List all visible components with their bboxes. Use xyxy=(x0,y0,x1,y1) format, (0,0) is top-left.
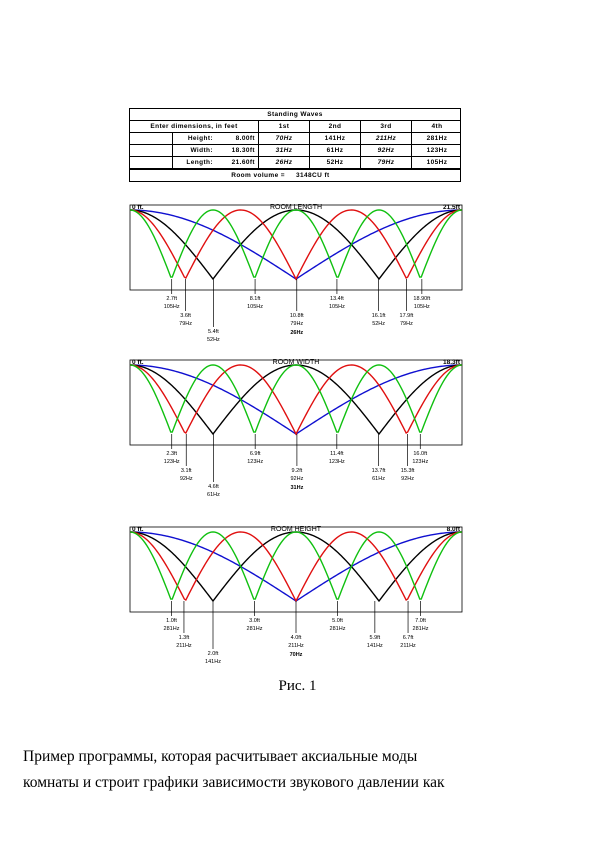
node-frequency-label: 92Hz xyxy=(401,476,414,482)
row-label: Height: xyxy=(172,133,216,144)
chart-title: ROOM HEIGHT xyxy=(270,526,322,533)
node-distance-label: 15.3ft xyxy=(400,468,415,474)
node-distance-label: 5.4ft xyxy=(208,329,219,335)
node-frequency-label: 79Hz xyxy=(290,321,304,327)
node-distance-label: 17.9ft xyxy=(399,313,414,319)
node-frequency-label: 61Hz xyxy=(372,476,385,482)
freq-cell: 26Hz xyxy=(258,157,309,168)
table-title: Standing Waves xyxy=(267,111,323,118)
node-frequency-label: 281Hz xyxy=(163,626,180,632)
harmonic-header: 3rd xyxy=(360,121,411,132)
left-axis-label: 0 ft. xyxy=(132,526,144,533)
node-distance-label: 10.8ft xyxy=(289,313,304,319)
dimension-value: 18.30ft xyxy=(231,147,255,154)
node-distance-label: 8.1ft xyxy=(249,296,261,302)
node-distance-label: 2.3ft xyxy=(166,451,178,457)
node-frequency-label: 79Hz xyxy=(179,321,193,327)
standing-waves-table xyxy=(129,108,461,182)
freq-cell: 281Hz xyxy=(411,133,462,144)
node-frequency-label: 105Hz xyxy=(247,304,264,310)
left-axis-label: 0 ft. xyxy=(132,204,144,211)
dimensions-header: Enter dimensions, in feet xyxy=(150,123,238,130)
volume-value: 3148CU ft xyxy=(296,172,330,179)
room-width-chart xyxy=(128,351,464,509)
harmonic-header: 1st xyxy=(258,121,309,132)
node-frequency-label: 92Hz xyxy=(290,476,304,482)
node-frequency-label: 141Hz xyxy=(205,659,221,665)
node-distance-label: 1.0ft xyxy=(166,618,177,624)
node-frequency-label: 281Hz xyxy=(412,626,429,632)
node-frequency-label: 123Hz xyxy=(412,459,429,465)
harmonic-3-curve xyxy=(130,365,462,434)
right-axis-label: 8.0ft xyxy=(446,526,460,533)
node-frequency-label-secondary: 31Hz xyxy=(290,485,304,491)
node-distance-label: 13.7ft xyxy=(371,468,386,474)
row-label: Length: xyxy=(172,157,216,168)
node-distance-label: 3.0ft xyxy=(249,618,260,624)
freq-cell: 31Hz xyxy=(258,145,309,156)
body-line: Пример программы, которая расчитывает аксиальные моды xyxy=(23,748,418,765)
node-frequency-label: 61Hz xyxy=(207,492,220,498)
table-row-height xyxy=(130,133,460,145)
node-frequency-label: 52Hz xyxy=(372,321,386,327)
node-frequency-label: 105Hz xyxy=(328,304,345,310)
node-distance-label: 5.9ft xyxy=(369,635,381,641)
node-distance-label: 4.0ft xyxy=(290,635,302,641)
freq-cell: 79Hz xyxy=(360,157,411,168)
chart-title: ROOM LENGTH xyxy=(269,204,323,211)
node-frequency-label: 211Hz xyxy=(176,643,192,649)
chart-title: ROOM WIDTH xyxy=(272,359,320,366)
node-frequency-label: 123Hz xyxy=(328,459,345,465)
right-axis-label: 21.5ft xyxy=(443,204,460,211)
node-frequency-label: 211Hz xyxy=(400,643,416,649)
freq-cell: 123Hz xyxy=(411,145,462,156)
table-volume-row xyxy=(130,169,460,181)
table-header-row xyxy=(130,121,460,133)
node-distance-label: 7.0ft xyxy=(415,618,426,624)
node-frequency-label: 105Hz xyxy=(163,304,180,310)
node-frequency-label: 281Hz xyxy=(329,626,346,632)
node-frequency-label-secondary: 70Hz xyxy=(289,652,303,658)
dimension-value: 8.00ft xyxy=(235,135,255,142)
freq-cell: 52Hz xyxy=(309,157,360,168)
dimension-value: 21.60ft xyxy=(231,159,255,166)
node-distance-label: 13.4ft xyxy=(330,296,344,302)
volume-label: Room volume = xyxy=(231,172,285,179)
room-height-chart xyxy=(128,518,464,676)
table-title-row xyxy=(130,109,460,121)
node-distance-label: 16.1ft xyxy=(371,313,386,319)
harmonic-header: 2nd xyxy=(309,121,360,132)
freq-cell: 92Hz xyxy=(360,145,411,156)
node-frequency-label: 211Hz xyxy=(288,643,304,649)
table-row-width xyxy=(130,145,460,157)
freq-cell: 211Hz xyxy=(360,133,411,144)
harmonic-header: 4th xyxy=(411,121,462,132)
freq-cell: 141Hz xyxy=(309,133,360,144)
node-distance-label: 5.0ft xyxy=(332,618,343,624)
node-frequency-label: 123Hz xyxy=(247,459,264,465)
freq-cell: 61Hz xyxy=(309,145,360,156)
row-label: Width: xyxy=(172,145,216,156)
body-line: комнаты и строит графики зависимости звукового давлении как xyxy=(23,774,445,791)
node-frequency-label: 123Hz xyxy=(163,459,180,465)
node-frequency-label: 141Hz xyxy=(366,643,383,649)
table-row-length xyxy=(130,157,460,169)
node-distance-label: 4.6ft xyxy=(208,484,219,490)
left-axis-label: 0 ft. xyxy=(132,359,144,366)
node-distance-label: 1.3ft xyxy=(178,635,190,641)
node-distance-label: 2.0ft xyxy=(207,651,219,657)
right-axis-label: 18.3ft xyxy=(443,359,460,366)
node-distance-label: 6.9ft xyxy=(249,451,261,457)
node-frequency-label: 52Hz xyxy=(206,337,220,343)
node-distance-label: 9.2ft xyxy=(291,468,303,474)
figure-caption: Рис. 1 xyxy=(278,678,317,694)
harmonic-3-curve xyxy=(130,210,462,279)
node-frequency-label-secondary: 26Hz xyxy=(290,330,304,336)
node-distance-label: 18.90ft xyxy=(413,296,431,302)
body-paragraph xyxy=(23,744,583,796)
node-frequency-label: 281Hz xyxy=(246,626,263,632)
harmonic-3-curve xyxy=(130,532,462,601)
node-distance-label: 11.4ft xyxy=(330,451,344,457)
node-distance-label: 16.0ft xyxy=(413,451,428,457)
node-distance-label: 6.7ft xyxy=(402,635,414,641)
node-frequency-label: 79Hz xyxy=(399,321,413,327)
node-frequency-label: 105Hz xyxy=(413,304,430,310)
room-length-chart xyxy=(128,196,464,354)
node-distance-label: 2.7ft xyxy=(166,296,178,302)
node-distance-label: 3.1ft xyxy=(180,468,192,474)
freq-cell: 70Hz xyxy=(258,133,309,144)
freq-cell: 105Hz xyxy=(411,157,462,168)
node-distance-label: 3.6ft xyxy=(180,313,191,319)
node-frequency-label: 92Hz xyxy=(179,476,193,482)
